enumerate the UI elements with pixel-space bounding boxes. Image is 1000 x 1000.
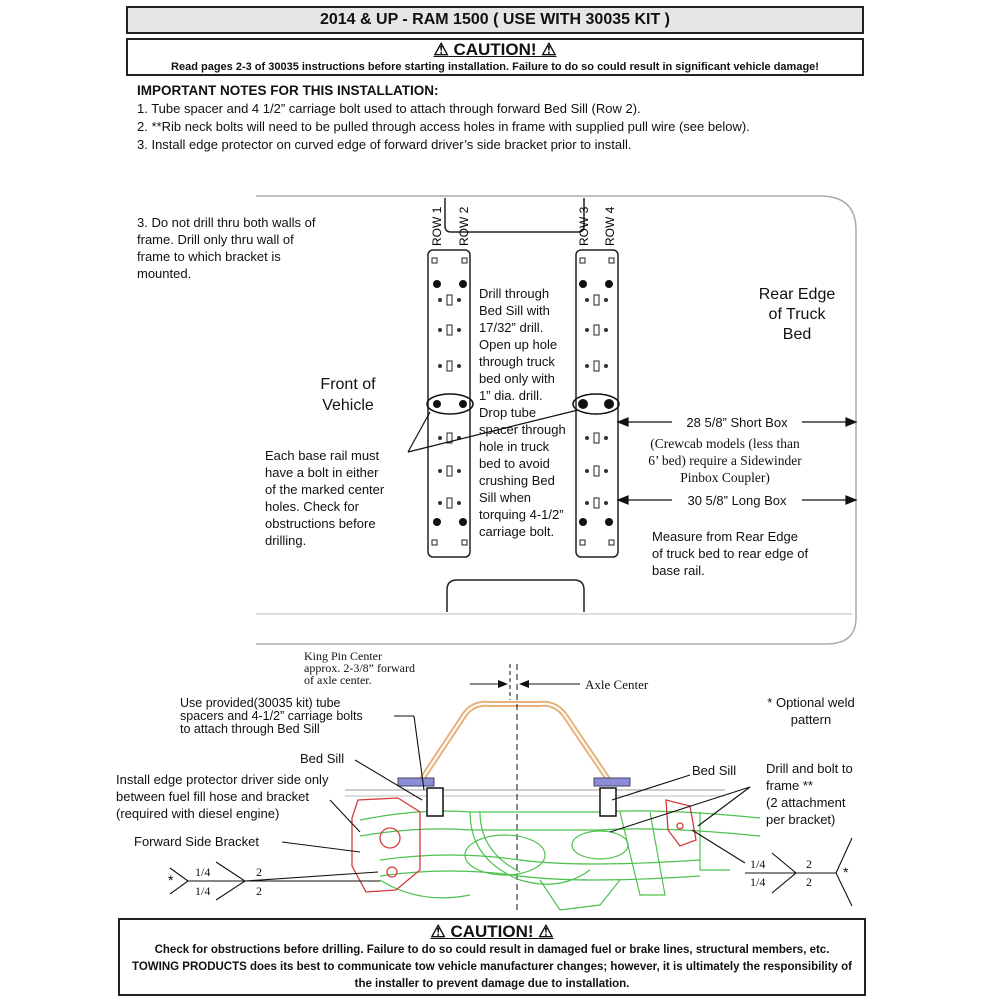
- measure-note: Measure from Rear Edge of truck bed to rear edge of base rail.: [652, 529, 809, 578]
- note-item: 1. Tube spacer and 4 1/2” carriage bolt used to attach through forward Bed Sill (Row 2).: [137, 101, 641, 116]
- forward-side-bracket-label: Forward Side Bracket: [134, 834, 259, 849]
- weld-size-top: 1/4: [195, 865, 211, 879]
- warning-icon: ⚠: [433, 40, 449, 59]
- base-rail-right: [573, 250, 619, 557]
- left-bed-sill-bracket: [427, 788, 443, 816]
- left-mount-plate: [398, 778, 434, 786]
- notes-heading: IMPORTANT NOTES FOR THIS INSTALLATION:: [137, 83, 439, 98]
- bottom-caution-line: TOWING PRODUCTS does its best to communicate tow vehicle manufacturer changes; however, it is ultimately the responsibility of: [132, 961, 852, 973]
- weld-size-bottom: 1/4: [750, 875, 766, 889]
- drill-bolt-note: Drill and bolt to frame ** (2 attachment per bracket): [766, 761, 853, 827]
- king-pin-note: King Pin Center approx. 2-3/8” forward of axle center.: [304, 649, 415, 687]
- right-bed-sill-bracket: [600, 788, 616, 816]
- weld-star-left: *: [168, 872, 174, 888]
- row-2-label: ROW 2: [457, 206, 471, 246]
- rear-channel: [447, 580, 584, 612]
- row-3-label: ROW 3: [577, 206, 591, 246]
- asterisk-icon: *: [767, 695, 773, 710]
- bed-sill-left-label: Bed Sill: [300, 751, 345, 766]
- hitch-frame: [420, 704, 610, 782]
- crewcab-note: (Crewcab models (less than 6’ bed) require a Sidewinder Pinbox Coupler): [648, 436, 802, 485]
- bottom-caution-line: the installer to prevent damage due to installation.: [354, 978, 630, 990]
- weld-pitch-top: 2: [806, 857, 812, 871]
- optional-weld-label: * Optional weld pattern: [767, 695, 855, 727]
- front-of-vehicle-label: Front of Vehicle: [320, 376, 376, 414]
- base-rail-left: [427, 250, 473, 557]
- top-caution-text: Read pages 2-3 of 30035 instructions before starting installation. Failure to do so could result in significant vehicle damage!: [171, 61, 819, 73]
- tube-spacer-note: Use provided(30035 kit) tube spacers and 4-1/2” carriage bolts to attach through Bed Sill: [180, 696, 363, 736]
- arrow-line: [408, 412, 430, 452]
- weld-size-top: 1/4: [750, 857, 766, 871]
- warning-icon: ⚠: [430, 922, 446, 941]
- edge-protector-note: Install edge protector driver side only between fuel fill hose and bracket (required with diesel engine): [116, 772, 329, 821]
- warning-icon: ⚠: [538, 922, 554, 941]
- drill-walls-note: 3. Do not drill thru both walls of frame. Drill only thru wall of frame to which bracket is mounted.: [137, 215, 316, 281]
- bed-sill-drill-note: Drill through Bed Sill with 17/32” drill. Open up hole through truck bed only with 1” dia. drill. Drop tube spacer through hole in truck bed to avoid crushing Bed Sill when torquing 4-1/2” carriage bolt.: [479, 286, 566, 539]
- bed-sill-right-label: Bed Sill: [692, 763, 737, 778]
- weld-pitch-bottom: 2: [256, 884, 262, 898]
- weld-pitch-bottom: 2: [806, 875, 812, 889]
- top-caution-title: ⚠ CAUTION! ⚠: [433, 40, 557, 59]
- weld-pitch-top: 2: [256, 865, 262, 879]
- note-item: 3. Install edge protector on curved edge of forward driver’s side bracket prior to install.: [137, 137, 632, 152]
- warning-icon: ⚠: [541, 40, 557, 59]
- base-rail-note: Each base rail must have a bolt in either of the marked center holes. Check for obstructions before drilling.: [265, 448, 385, 548]
- bottom-caution-line: Check for obstructions before drilling. Failure to do so could result in damaged fuel or brake lines, structural members, etc.: [154, 944, 830, 956]
- short-box-label: 28 5/8” Short Box: [672, 414, 802, 431]
- axle-center-label: Axle Center: [585, 677, 649, 692]
- page-title: 2014 & UP - RAM 1500 ( USE WITH 30035 KIT ): [126, 6, 864, 34]
- bottom-caution-title: ⚠ CAUTION! ⚠: [430, 922, 554, 941]
- row-4-label: ROW 4: [603, 206, 617, 246]
- right-mount-plate: [594, 778, 630, 786]
- rear-edge-label: Rear Edge of Truck Bed: [758, 286, 836, 343]
- bottom-caution-box: [118, 918, 866, 996]
- weld-size-bottom: 1/4: [195, 884, 211, 898]
- note-item: 2. **Rib neck bolts will need to be pulled through access holes in frame with supplied pull wire (see below).: [137, 119, 750, 134]
- long-box-label: 30 5/8” Long Box: [672, 492, 802, 509]
- weld-star-right: *: [843, 864, 849, 880]
- row-1-label: ROW 1: [430, 206, 444, 246]
